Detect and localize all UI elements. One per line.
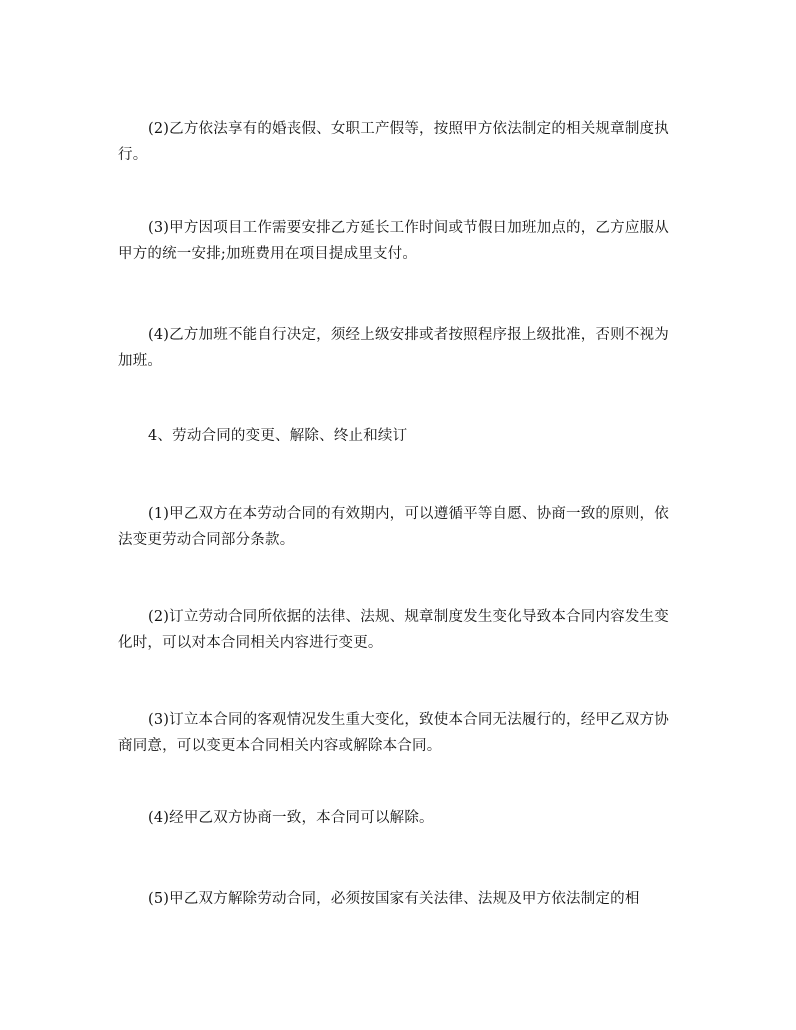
clause-2-law-change: (2)订立劳动合同所依据的法律、法规、规章制度发生变化导致本合同内容发生变化时，可以对本合同相关内容进行变更。: [118, 609, 669, 651]
clause-4-mutual-termination: (4)经甲乙双方协商一致，本合同可以解除。: [148, 810, 434, 826]
clause-2-leave-policy: (2)乙方依法享有的婚丧假、女职工产假等，按照甲方依法制定的相关规章制度执行。: [118, 121, 669, 163]
section-heading-contract-changes: 4、劳动合同的变更、解除、终止和续订: [148, 428, 408, 444]
clause-3-circumstance-change: (3)订立本合同的客观情况发生重大变化，致使本合同无法履行的，经甲乙双方协商同意，可以变更本合同相关内容或解除本合同。: [118, 712, 669, 754]
clause-1-mutual-change: (1)甲乙双方在本劳动合同的有效期内，可以遵循平等自愿、协商一致的原则，依法变更劳动合同部分条款。: [118, 506, 669, 548]
clause-5-termination-rules: (5)甲乙双方解除劳动合同，必须按国家有关法律、法规及甲方依法制定的相: [148, 891, 640, 907]
clause-3-overtime-arrangement: (3)甲方因项目工作需要安排乙方延长工作时间或节假日加班加点的，乙方应服从甲方的统一安排;加班费用在项目提成里支付。: [118, 220, 669, 262]
clause-4-overtime-approval: (4)乙方加班不能自行决定，须经上级安排或者按照程序报上级批准，否则不视为加班。: [118, 327, 669, 369]
